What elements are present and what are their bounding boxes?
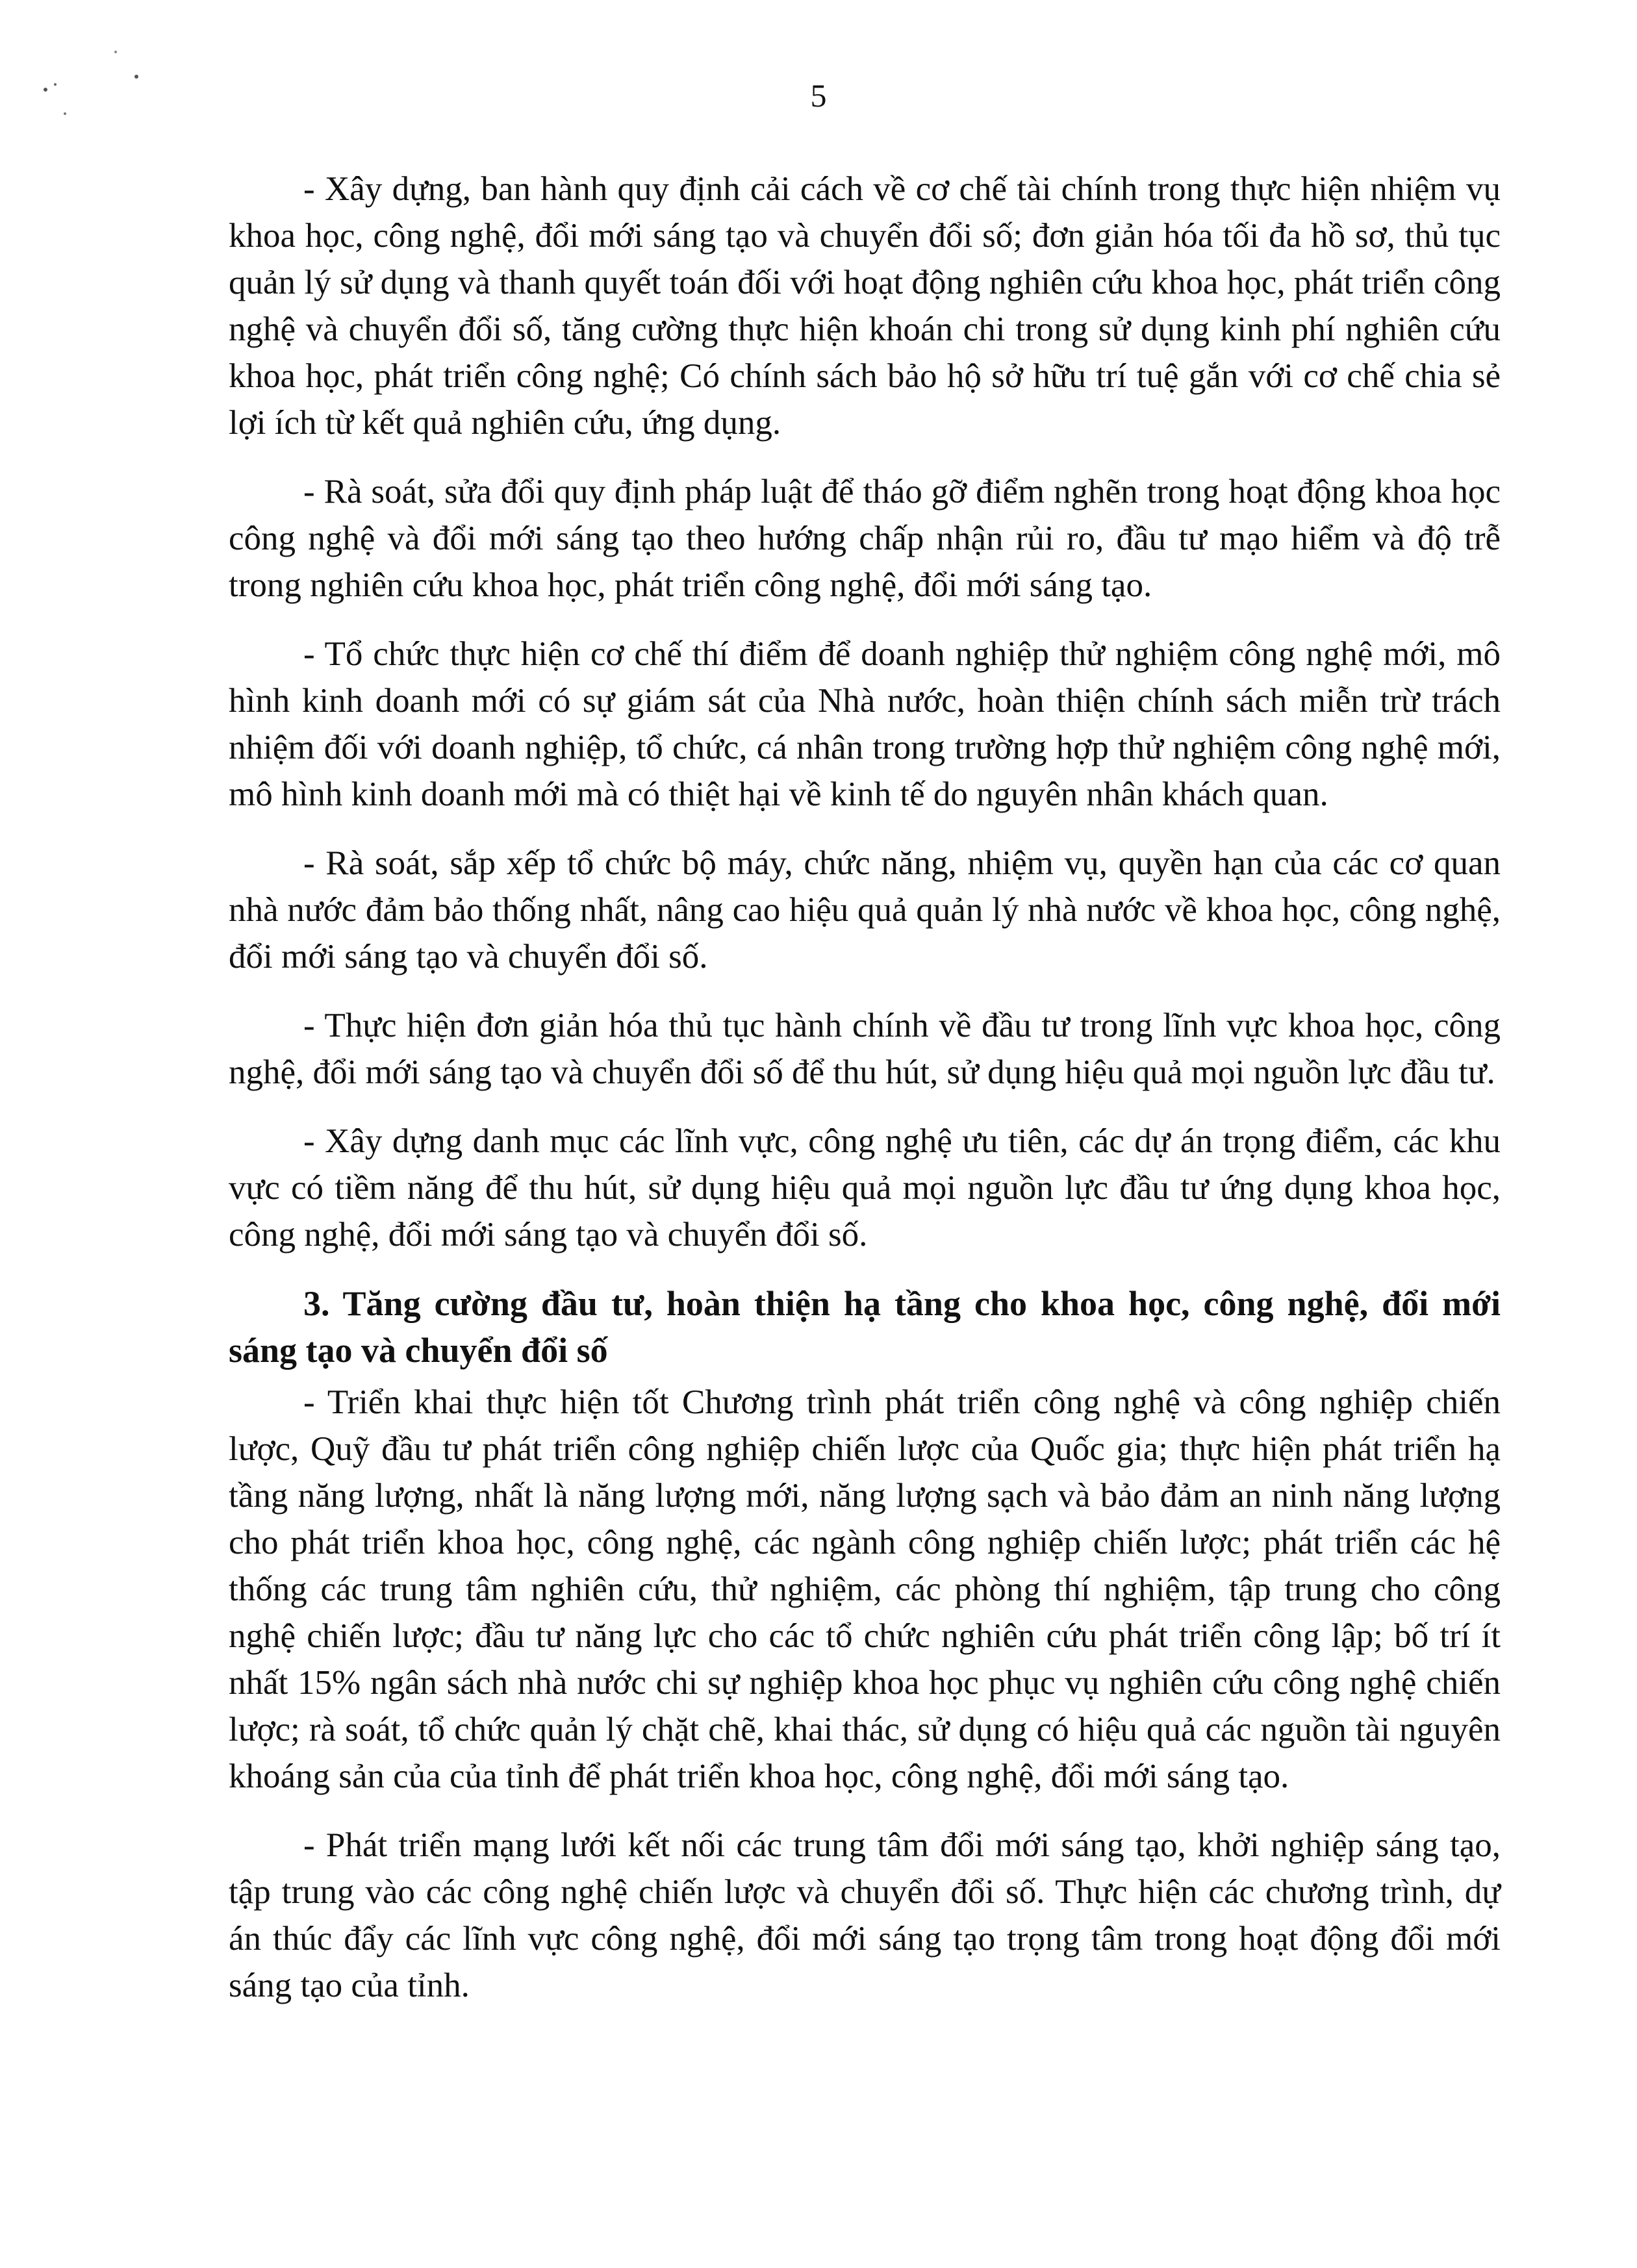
paragraph-priority-list: - Xây dựng danh mục các lĩnh vực, công nghệ ưu tiên, các dự án trọng điểm, các khu vực có tiềm năng để thu hút, sử dụng hiệu quả mọi nguồn lực đầu tư ứng dụng khoa học, công nghệ, đổi mới sáng tạo và chuyển đổi số. <box>229 1122 1501 1254</box>
section-heading: 3. Tăng cường đầu tư, hoàn thiện hạ tầng cho khoa học, công nghệ, đổi mới sáng tạo và chuyển đổi số <box>229 1284 1501 1370</box>
paragraph-administrative-simplification: - Thực hiện đơn giản hóa thủ tục hành chính về đầu tư trong lĩnh vực khoa học, công nghệ, đổi mới sáng tạo và chuyển đổi số để thu hút, sử dụng hiệu quả mọi nguồn lực đầu tư. <box>229 1007 1501 1091</box>
paragraph-financial-mechanism: - Xây dựng, ban hành quy định cải cách về cơ chế tài chính trong thực hiện nhiệm vụ khoa học, công nghệ, đổi mới sáng tạo và chuyển đổi số; đơn giản hóa tối đa hồ sơ, thủ tục quản lý sử dụng và thanh quyết toán đối với hoạt động nghiên cứu khoa học, phát triển công nghệ và chuyển đổi số, tăng cường thực hiện khoán chi trong sử dụng kinh phí nghiên cứu khoa học, phát triển công nghệ; Có chính sách bảo hộ sở hữu trí tuệ gắn với cơ chế chia sẻ lợi ích từ kết quả nghiên cứu, ứng dụng. <box>229 170 1501 442</box>
page-number: 5 <box>810 77 827 114</box>
paragraph-organizational-review: - Rà soát, sắp xếp tổ chức bộ máy, chức năng, nhiệm vụ, quyền hạn của các cơ quan nhà nước đảm bảo thống nhất, nâng cao hiệu quả quản lý nhà nước về khoa học, công nghệ, đổi mới sáng tạo và chuyển đổi số. <box>229 844 1501 976</box>
paragraph-pilot-mechanism: - Tổ chức thực hiện cơ chế thí điểm để doanh nghiệp thử nghiệm công nghệ mới, mô hình kinh doanh mới có sự giám sát của Nhà nước, hoàn thiện chính sách miễn trừ trách nhiệm đối với doanh nghiệp, tổ chức, cá nhân trong trường hợp thử nghiệm công nghệ mới, mô hình kinh doanh mới mà có thiệt hại về kinh tế do nguyên nhân khách quan. <box>229 635 1501 813</box>
document-body <box>229 166 1501 2031</box>
paragraph-strategic-technology: - Triển khai thực hiện tốt Chương trình phát triển công nghệ và công nghiệp chiến lược, Quỹ đầu tư phát triển công nghiệp chiến lược của Quốc gia; thực hiện phát triển hạ tầng năng lượng, nhất là năng lượng mới, năng lượng sạch và bảo đảm an ninh năng lượng cho phát triển khoa học, công nghệ, các ngành công nghiệp chiến lược; phát triển các hệ thống các trung tâm nghiên cứu, thử nghiệm, các phòng thí nghiệm, tập trung cho công nghệ chiến lược; đầu tư năng lực cho các tổ chức nghiên cứu phát triển công lập; bố trí ít nhất 15% ngân sách nhà nước chi sự nghiệp khoa học phục vụ nghiên cứu công nghệ chiến lược; rà soát, tổ chức quản lý chặt chẽ, khai thác, sử dụng có hiệu quả các nguồn tài nguyên khoáng sản của của tỉnh để phát triển khoa học, công nghệ, đổi mới sáng tạo. <box>229 1383 1501 1795</box>
paragraph-legal-review: - Rà soát, sửa đổi quy định pháp luật để tháo gỡ điểm nghẽn trong hoạt động khoa học công nghệ và đổi mới sáng tạo theo hướng chấp nhận rủi ro, đầu tư mạo hiểm và độ trễ trong nghiên cứu khoa học, phát triển công nghệ, đổi mới sáng tạo. <box>229 473 1501 604</box>
paragraph-innovation-network: - Phát triển mạng lưới kết nối các trung tâm đổi mới sáng tạo, khởi nghiệp sáng tạo, tập trung vào các công nghệ chiến lược và chuyển đổi số. Thực hiện các chương trình, dự án thúc đẩy các lĩnh vực công nghệ, đổi mới sáng tạo trọng tâm trong hoạt động đổi mới sáng tạo của tỉnh. <box>229 1826 1501 2004</box>
